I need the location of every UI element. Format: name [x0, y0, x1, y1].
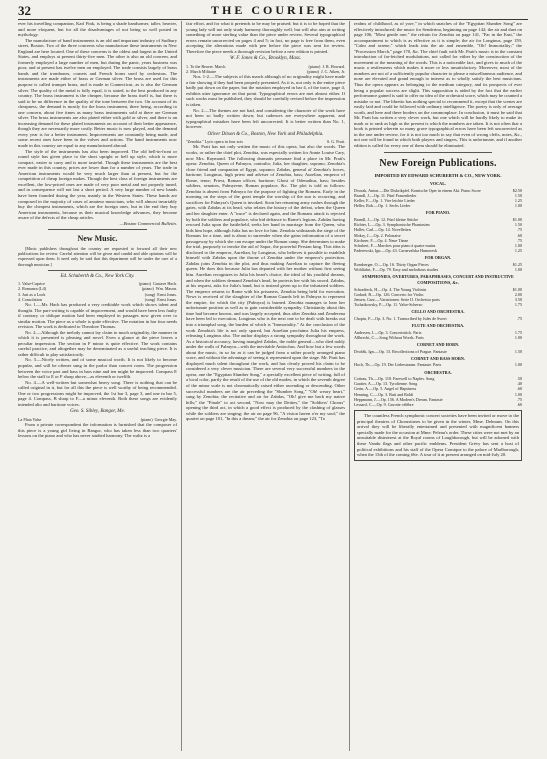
catalog-entry-title: Hoch, Th.—Op. 19. Der Liebestraum. Fantasie. Parts	[354, 362, 442, 368]
review-paragraph: fair effort, and for what it pretends to be may be praised; but it is to be hoped that the young lady will not only study harmony thoroughly well, but will also aim at writing something of more sterling value than the piece under review. Several typographical errors remain uncorrected on pages 4 and 5; in fact, no page is free from them, even accepting the alterations made with pen before the piece was sent for review. Therefore the piece needs a thorough revision before a new edition is printed.	[186, 21, 345, 54]
catalog-entry-title: Richter, L.—Op. 3. Symphonische Phantasien	[354, 222, 430, 228]
catalog-entry-price: .40	[516, 381, 522, 387]
category-heading: CORNET AND HORN.	[416, 342, 460, 348]
category-heading: SYMPHONIES, OVERTURES, PARAPHRASES, CONCERT AND INSTRUCTIVE COMPOSITIONS, &c.	[362, 274, 514, 285]
catalog-entry-title: Gautier, A.—Op. 13. Tyrolienne. Song	[354, 381, 418, 387]
header-rule	[18, 19, 528, 20]
catalog-entry-price: 1.75	[514, 302, 522, 308]
news-item-box	[354, 410, 522, 460]
publication-entry: La Plata Valse (piano) Georgie May.	[18, 416, 177, 422]
catalog-entry-price: .75	[516, 315, 522, 321]
catalog-list	[354, 188, 522, 209]
catalog-entry-title: Dvořák, Ign.—Op. 13. Recollections of Prague. Fantasie	[354, 348, 447, 354]
catalog-entry-title: Ronsberger, O.—Op. 16. Thirty Organ Pieces	[354, 262, 429, 267]
catalog-entry-title: Keller, F.—Op. 1. Vier leichte Lieder	[354, 198, 415, 204]
catalog-entry-title: Heppmann, J.—Op. 156. A Modern's Dream. Fantasie	[354, 396, 443, 402]
catalog-entry-price: 1.00	[514, 391, 522, 397]
catalog-entry-price: .75	[516, 227, 522, 233]
catalog-entry	[354, 362, 522, 367]
publication-entry: 3. Just as a Look (song) Ernst Jonas.	[18, 291, 177, 297]
article-paragraph: The style of the instruments has also been improved. The old bell-in-front or round style has given place to the short upright or bell up style, which is more compact, easier to carry and is more tasteful. Though these instruments are the best ever made in this country, prices are lower than for a number of years. The trade in American instruments would be very much larger than at present, but for the competition of cheap foreign makes. Though the best class of foreign instruments are excellent, the low-priced ones are made of very poor metal and not properly tuned, and in consequence will not last a short period. A very large number of new bands have been founded during the year, mainly in the Western States. These bands are composed in the majority of cases of amateur musicians, who will almost invariably buy the cheapest instruments, which are the foreign ones, but in the end they buy American instruments, because as their musical knowledge advances, they become aware of the defects of the cheap articles.	[18, 148, 177, 221]
publication-entry: "Zenobia." Lyric opera in four acts S. G. Pratt.	[186, 139, 345, 145]
review-paragraph: No. 1.—Mr. Hach has produced a very creditable work which shows talent and thought. The part-writing is capable of improvement, and would have been less faulty if contrary or oblique motion had been employed in passages now given over to similar motion. The piece as a whole is quite effective. The notation in bar four needs revision. The work is dedicated to Theodore Thomas.	[18, 301, 177, 330]
catalog-entry-price: .50	[516, 376, 522, 382]
catalog-entry	[354, 203, 522, 208]
catalog-entry-price: 1.25	[514, 248, 522, 254]
category-heading: VOCAL.	[429, 181, 447, 187]
catalog-entry-price: .60	[516, 402, 522, 408]
catalog-entry-price: 1.50	[514, 222, 522, 228]
catalog-entry-title: Paderewski, Ign.—Op. 43. Carnevalska Humoresk	[354, 248, 437, 254]
catalog-entry-price: .75	[516, 237, 522, 243]
column-2	[186, 21, 345, 422]
catalog-list	[354, 316, 522, 321]
review-paragraph: No. 3.—Nicely written, and of some musical worth. It is not likely to become popular, and will be oftener sung in the parlor than concert room. The progression between the voice part and bass in bars nine and ten might be improved. Compass E below the staff to E or F sharp above—as eleventh or twelfth.	[18, 357, 177, 380]
catalog-entry-price: $2.50	[512, 187, 522, 193]
category-heading: CELLO AND ORCHESTRA.	[411, 309, 465, 315]
catalog-entry-price: 1.00	[514, 362, 522, 368]
catalog-entry	[354, 267, 522, 272]
review-paragraph: No. 2.—The themes are not bad, and considering the character of the work have not been so badly written down; but cadences are everywhere apparent, and typographical mistakes have been left uncorrected. It is better written than No. 1, however.	[186, 107, 345, 130]
article-paragraph: ever his travelling companion, Karl Fink, is being a shade handsomer, taller, heavier, and more eloquent, but for all the disadvantages of not being so well posted in mythology.	[18, 21, 177, 38]
catalog-entry-title: Lessard, C.—Op. 9. Gavotte célèbre	[354, 402, 414, 408]
column-divider-2	[349, 21, 350, 751]
catalog-entry-title: Heller, Rob.—Op. 1. Sechs Lieder	[354, 203, 411, 209]
section-title-foreign-publications: New Foreign Publications.	[379, 157, 497, 169]
catalog-entry	[354, 248, 522, 253]
importer-line: IMPORTED BY EDWARD SCHUBERTH & CO., NEW YORK.	[374, 172, 502, 178]
category-heading: FOR ORGAN.	[424, 255, 452, 261]
catalog-entry-title: Dvorak, Anton.—Die Diskrikpfel. Komische Oper in einem Akt. Piano Score	[354, 187, 481, 193]
catalog-entry-price: 1.00	[514, 203, 522, 209]
catalog-list	[354, 217, 522, 253]
catalog-list	[354, 362, 522, 367]
catalog-entry-price: .60	[516, 232, 522, 238]
catalog-entry-title: Tschaikowsky, P.—Op. 11. Valse-Scherzo	[354, 302, 423, 308]
page-number: 32	[18, 3, 31, 18]
catalog-entry-title: Holler, Carl.—Op. 14. Novelletten	[354, 227, 411, 233]
catalog-list	[354, 287, 522, 308]
catalog-entry-price: 1.00	[514, 243, 522, 249]
catalog-entry-title: Wohlfahrt, F.—Op. 79. Easy and melodious studies	[354, 267, 439, 273]
category-heading: CORNET AND BASS HORN.	[411, 355, 465, 361]
section-title-new-music: New Music.	[77, 234, 118, 244]
section-note: [Music publishers throughout the country are requested to forward all their new publications for review. Careful attention will be given and candid and able opinions will be expressed upon them. It need only be said that this department will be under the care of a thorough musician.]	[18, 246, 177, 267]
publisher-name: Ed. Schuberth & Co., New York City.	[60, 273, 135, 279]
publication-entry: 4. Consolation (song) Ernst Jonas.	[18, 296, 177, 302]
catalog-entry-price: $1.00	[512, 286, 522, 292]
catalog-entry-price: 1.75	[514, 329, 522, 335]
catalog-entry-title: Godard, B.—Op. 126. Concerto for Violin	[354, 291, 424, 297]
catalog-entry-title: Schradieck, H.—Op. 4. The Young Violinist	[354, 286, 427, 292]
catalog-entry-title: Andersen, J.—Op. 3. Concertstück. Parts	[354, 329, 422, 335]
section-divider	[48, 270, 147, 271]
catalog-entry-title: Gerin, A.—Op. 5. Angel of Hapsiness	[354, 386, 417, 392]
publisher-name: Geo. S. Sibley, Bangor, Me.	[70, 409, 125, 415]
review-paragraph: From a private correspondent the information is furnished that the composer of this piece is a young girl living in Bangor, who has taken less than two quarters' lessons on the piano and who has never studied harmony. The waltz is a	[18, 422, 177, 439]
publisher-name: Oliver Ditson & Co., Boston, New York and Philadelphia.	[207, 131, 324, 137]
catalog-entry-price: 2.00	[514, 291, 522, 297]
section-divider	[48, 229, 147, 230]
catalog-entry-price: 3.50	[514, 296, 522, 302]
article-paragraph: The manufacture of band instruments is an old and important industry of Sudbury street, Boston. Two of the three concerns who manufacture these instruments in New England are here located. One of these concerns is the oldest and largest in the United States, and employs at present thirty-five men. The other is also an old concern, and formerly employed a large number of men, but during the panic, years business was poor, and at present has twelve men on employed. The trade consists largely of brass bands and the trombones, cornets and French horns used by orchestras. The instruments are made either of brass or German silver. The brass are used for this purpose is called trumpet brass, and is made in Connecticut, as is also the German silver. The quality of the metal is fully equal, it is stated, to the best produced in any country. The brass instrument is the cheaper, because the brass itself is, but there is said to be no difference in the quality of the tone between the two. On account of its cheapness, the demand is mostly for the brass instrument, there being, according to one concern, about five times as many brass instruments sold at there are German silver. The brass instruments are also plated either with gold or silver, and there is an increasing demand for these plated instruments on account of their better appearance, though they are necessarily more costly. Better music is now played, and the demand every year is for a better instrument. Improvements are constantly being made, and some recent ones have been in the valves and actions. The band instruments now made in this country are equal to any manufactured abroad.	[18, 37, 177, 149]
catalog-entry-title: Allbrecht, C.—Song Without Words. Parts	[354, 334, 424, 340]
column-divider-1	[181, 21, 182, 751]
news-item-text: The countless French symphonic concert societies have been invited or move to the principal theatres of Chorustirnes to be given in the winter, Mme. Delmans. On this arrival they will be liberally entertained and presented with magnificent banners specially made for the occasion at Mme. Peleau's order. These cities were not met by an unsuitable disinterest at the Royal rooms of Loughborough, but will be adorned with these Vandu flags and other pacific emblems. President Grévy has sent a host of political exhibitions and his staff of the Opera Comique to the palace of Marlborough, when the 13th of the coming fête. A tour of it at present arranged on mid-July 20.	[357, 413, 519, 458]
catalog-list	[354, 349, 522, 354]
catalog-entry-price: .60	[516, 386, 522, 392]
publication-entry: 2. Romanza (Lil) (piano) Wm. Mason.	[18, 286, 177, 292]
catalog-entry-title: Jensen, Gust.—Variationen. Serie II. Orchestra parts	[354, 296, 440, 302]
catalog-entry	[354, 335, 522, 340]
catalog-entry-title: Chopin, F.—Op. 3. No. 1. Transcribed by Jules de Swert	[354, 315, 447, 321]
catalog-entry	[354, 349, 522, 354]
column-3	[354, 21, 522, 461]
catalog-entry-title: Mokry, J.—Op. 2. Polonaise	[354, 232, 401, 238]
publication-entry: 1. Valse-Caprice (piano) Gustave Hach.	[18, 281, 177, 287]
catalog-list	[354, 376, 522, 407]
catalog-entry	[354, 316, 522, 321]
catalog-list	[354, 330, 522, 340]
catalog-entry-price: 1.00	[514, 267, 522, 273]
review-paragraph: Nos. 1-2.—The subjects of this march although of no originality might have made a fair showing if they had been properly presented. As it is, not only is the entire piece badly put down on the paper, but the notation employed in bar 4, of the trace, page 4, exhibits utter ignorance on that point. Typographical errors are met almost either. If such works must be published, they should be carefully revised before the impression is taken.	[186, 74, 345, 107]
review-paragraph: No. 2.—Although the melody cannot lay claim to much originality, the manner in which it is presented is pleasing and novel. Even a glance at the piece leaves a peculiar impression. The section in F minor is quite effective. The work contains careful practice, and altogether may be denominated as a useful teaching piece. It is rather difficult to play satisfactorily.	[18, 329, 177, 357]
review-paragraph: No. 4.—A well-written but somewhat heavy song. There is nothing that can be called original in it, but for all this the piece is well worthy of being recommended. One or two progressions might be improved, the 1st bar 3, page 3, and one in bar 5, page 4. Compass, B sharp to F—a minor eleventh. Both these songs are evidently intended alto and baritone voices.	[18, 379, 177, 407]
review-paragraph: realms of childhood, as of yore," in which snatches of the "Egyptian Slumber Song" are effectively introduced; the music for Senderina, beginning on page 142; the air and duet on page 106, "Most gentle one;" the refrain for Zenobia on page 141, "Far in the East," the accompaniment to which is as effective as it is simple; the air for Longinus, page 159, "Calm and serene," which leads into the air and ensemble, "Oh! Immortality;" the "Procession March," page 170, &c. The chief fault with Mr. Pratt's music is in the constant introduction of far-fetched modulations, not called for either by the construction of the movement or the meaning of the words. This is a noticeable fact, and gives to much of the music a restlessness which makes it more or less unsatisfactory. Moreover, most of the numbers are not of a sufficiently popular character to please a miscellaneous audience, and none are elevated and grand enough to interest as to wholly satisfy the best musicians. Thus the opera appears as belonging to the medium category, and its prospects of ever being a popular success are slight. This supposition is aided by the fact that the earlier performance gained is said to offer no idea of the orchestral score, which may be counted a mistake or not. The libretto has nothing special to recommend it, except that the scenes are easily laid and could be followed with ordinary intelligence. The poetry is only of average worth, and here and there borders on the commonplace. In conclusion, it must be said that Mr. Pratt has written a very clever work, but one which will be hardly likely to make its mark or to rank as high as the present is which the numbers are taken. It is not often that a book is printed wherein so many grave typographical errors have been left uncorrected as in the one under review, for it is not too much to say that even of wrong clefts, notes, &c., not one will be found in which both players and singers, This is unfortunate, and if another edition is called for every one of them should be eliminated.	[354, 21, 522, 149]
publication-entry: 1. To the Beaver. March (piano) J. R. Howard.	[186, 63, 345, 69]
catalog-entry-price: 1.50	[514, 192, 522, 198]
catalog-entry-title: Henning, C.—Op. 3. Buti and Boldi	[354, 391, 414, 397]
catalog-entry-title: Brandl, J.—Op. 11. Fünf Frauenlieder	[354, 192, 417, 198]
catalog-entry-price: 1.00	[514, 334, 522, 340]
section-divider	[384, 152, 492, 153]
catalog-entry-title: Kirchner, F.—Op. 4. Neue Tänze	[354, 237, 409, 243]
catalog-entry-price: 1.25	[514, 198, 522, 204]
catalog-entry-price: $1.00	[512, 217, 522, 223]
catalog-entry	[354, 302, 522, 307]
category-heading: FOR PIANO.	[425, 210, 451, 216]
catalog-entry	[354, 402, 522, 407]
catalog-entry-price: .75	[516, 396, 522, 402]
catalog-entry-title: Brandl, J.—Op. 12. Fünf kleine Stücke	[354, 217, 419, 223]
catalog-entry-title: Schubert, F.—Marches pour piano à quatre mains	[354, 243, 436, 249]
page-header	[18, 3, 528, 18]
category-heading: ORCHESTRA.	[424, 369, 452, 375]
catalog-list	[354, 262, 522, 272]
catalog-entry-title: Cottrau, Th.—Op. 118. Farewell to Naples. Song	[354, 376, 435, 382]
catalog-entry-price: 1.50	[514, 348, 522, 354]
category-heading: FLUTE AND ORCHESTRA.	[411, 323, 465, 329]
newspaper-title: THE COURIER.	[210, 3, 335, 17]
catalog-entry-price: $1.25	[512, 262, 522, 267]
review-paragraph: Mr. Pratt has not only written the music of this opera, but also the words. The works, or rather the chief plot, Zenobia, was especially written for Annie Louise Cary, now Mrs. Raymond. The following dramatis personae find a place in Mr. Pratt's opera: Zenobia, Queen of Palmyra, contralto; Julia, her daughter, soprano; Zenobia's close friend and companion of Egypt, soprano; Zabdas, general of Zenobia's forces, baritone; Longinus, high priest and adviser of Zenobia, bass; Aurelian, emperor of Rome, tenor; Priest, Roman officer, baritone; Ghost of Odenathus, bass; besides soldiers, senators, Palmyrene, Roman populace, &c. The plot is told as follows: Zenobia is absent from Palmyra for the purpose of fighting the Romans. Early in the morning on the steps of the great temple the worship of the sun is occurring, and sacrifices for Palmyra's Queen is invoked. Soon her returning army rushes through the gates, with Zabdas at its head, who relates the history of the defeat, when the Queen and her daughter enter. A "truce" is declared again, and the Romans attack is rejected by both the soldiers and populace, who bid defiance to Rome's legions. Zabdas having rescued Julia upon the battlefield, seeks her hand in marriage from the Queen, who bids him hope, although Julia has no love for him. Zenobia withstands the siege of the Romans for a time, and is about to surrender when she gains information of a secret passageway by which she can escape under the Roman camp. She determines to make the trial, purposely to invoke the aid of Sapor, the powerful Persian king. This idea is disclosed to the emperor, Aurelian, by Longinus, who believes it possible to establish himself with Zabdas upon the throne of Zenobia under the emperor's protection. Zabdas joins Zenobia in the plot, and thus making Aurelian to capture the fleeing queen. He does this because Julia has departed with her mother without first seeing him. Aurelian recognizes in Julia his heart's choice, the ideal of his youthful dreams, and when the soldiers demand Zenobia's head, he protects her with his sword. Zabdas, at his request, asks for Julia's hand, but is instead given up to the infuriated soldiers. The emperor returns to Rome with his prisoners, Zenobia being held for execution. News is received of the slaughter of the Roman Guards left in Palmyra to represent the empire, for which the city (Palmyra) is burned. Zenobia manages to hear her unfortunate position as well as to gain considerable sympathy. Christianity about this time had become known, and was largely accepted, thus after Zenobia and Zenderena have been led to execution, Longinus who is the next one to be dealt with breaks out into a triumphal song, the burden of which is "Immortality." At the conclusion of the work Zenobia's life is not only spared, but Aurelian proclaims Julia his empress, releasing Longinus also. The author displays a strong sympathy throughout the work. As a historical accuracy, having mangled Zabdas, the noble general—who died nobly under the walls of Palmyra—with the inevitable Antiochus. And how but a few words about the music, in so far as it can be judged from a rather poorly arranged piano score, and without the advantage of seeing it represented upon the stage. Mr. Pratt has displayed much talent throughout the work, and has clearly proved his claim to be considered a very clever musician. There are several very successful numbers in the opera, one the "Egyptian Slumber Song," a specially excellent piece of writing, full of a local color, partly the result of the use of the old modes, in which the seventh degree of the minor scale is not chromatically raised either ascending or descending. Other successful numbers are the air preceding the "Slumber Song," "Oh! weary heart," sung by Zenobia; the recitative and air for Zabdas, "Oh! give me back my native hills;" the "Finale" to act second, "Now may the Deities," the "Soldiers' Chorus" opening the third act, in which a good effect is produced by the clashing of glasses while the soldiers are singing; the air on page 96, "A vision haven o'er my soul;" the quartet on page 101, "In this a dream;" the air for Zenobia on page 123, "To	[186, 144, 345, 422]
article-source: —Boston Commercial Bulletin.	[119, 220, 177, 226]
column-1	[18, 21, 177, 439]
publisher-name: W. F. Jones & Co., Brooklyn, Mass.	[230, 56, 301, 62]
publication-entry: 2. March Militaire (piano) J. C. Aiken, Jr.	[186, 69, 345, 75]
